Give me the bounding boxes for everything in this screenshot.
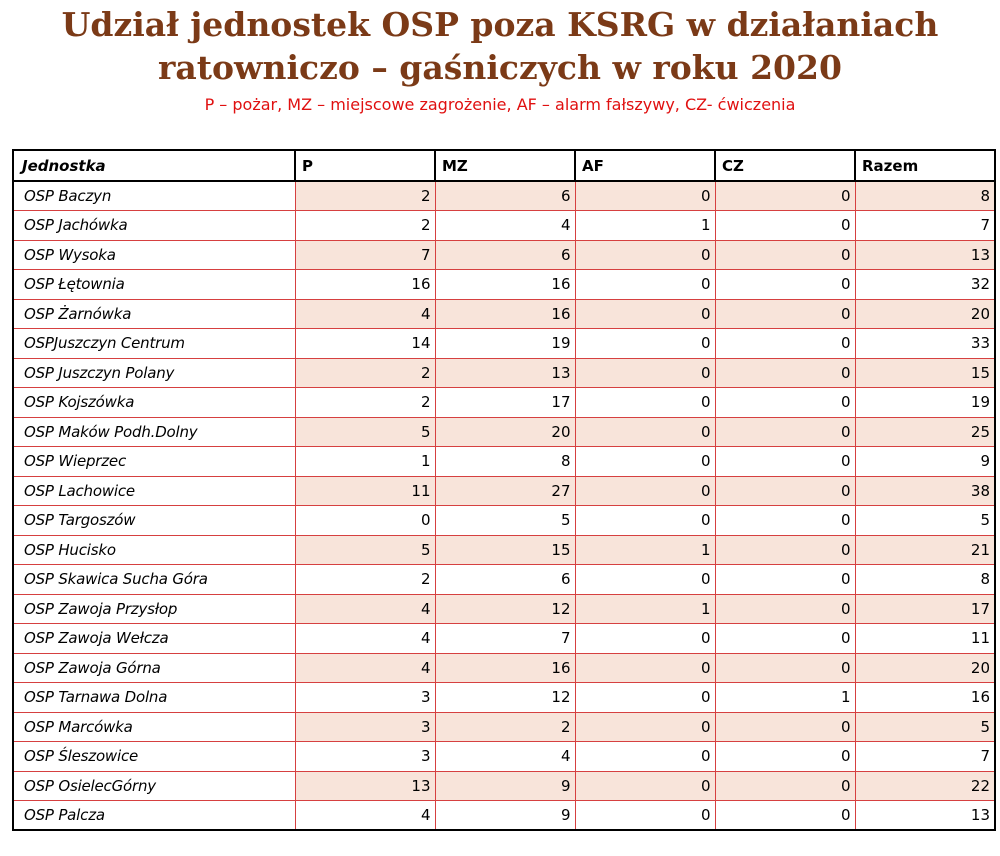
table-row [13, 535, 995, 565]
table-row [13, 181, 995, 211]
cell-p: 16 [295, 270, 435, 300]
cell-cz: 0 [715, 653, 855, 683]
cell-mz: 2 [435, 712, 575, 742]
table-row [13, 712, 995, 742]
cell-mz: 19 [435, 329, 575, 359]
cell-p: 5 [295, 535, 435, 565]
cell-cz: 0 [715, 742, 855, 772]
cell-razem: 5 [855, 712, 995, 742]
cell-jednostka: OSP Żarnówka [13, 299, 295, 329]
cell-cz: 0 [715, 506, 855, 536]
cell-jednostka: OSP Zawoja Przysłop [13, 594, 295, 624]
cell-jednostka: OSP Łętownia [13, 270, 295, 300]
cell-razem: 16 [855, 683, 995, 713]
table-row [13, 771, 995, 801]
cell-razem: 9 [855, 447, 995, 477]
cell-p: 3 [295, 742, 435, 772]
cell-p: 4 [295, 801, 435, 831]
cell-jednostka: OSP Hucisko [13, 535, 295, 565]
cell-cz: 0 [715, 240, 855, 270]
cell-jednostka: OSP Zawoja Wełcza [13, 624, 295, 654]
cell-mz: 8 [435, 447, 575, 477]
header-mz: MZ [435, 150, 575, 181]
cell-cz: 1 [715, 683, 855, 713]
cell-mz: 15 [435, 535, 575, 565]
cell-p: 3 [295, 683, 435, 713]
cell-p: 0 [295, 506, 435, 536]
cell-cz: 0 [715, 624, 855, 654]
cell-af: 0 [575, 447, 715, 477]
cell-mz: 9 [435, 771, 575, 801]
cell-mz: 16 [435, 299, 575, 329]
cell-jednostka: OSP Zawoja Górna [13, 653, 295, 683]
cell-mz: 12 [435, 594, 575, 624]
cell-cz: 0 [715, 565, 855, 595]
cell-p: 5 [295, 417, 435, 447]
cell-cz: 0 [715, 388, 855, 418]
cell-p: 14 [295, 329, 435, 359]
cell-jednostka: OSP Palcza [13, 801, 295, 831]
cell-razem: 5 [855, 506, 995, 536]
cell-p: 4 [295, 594, 435, 624]
cell-p: 2 [295, 565, 435, 595]
cell-p: 7 [295, 240, 435, 270]
cell-af: 0 [575, 565, 715, 595]
cell-af: 0 [575, 270, 715, 300]
cell-mz: 12 [435, 683, 575, 713]
cell-mz: 27 [435, 476, 575, 506]
cell-jednostka: OSP OsielecGórny [13, 771, 295, 801]
cell-af: 0 [575, 801, 715, 831]
cell-af: 0 [575, 388, 715, 418]
cell-jednostka: OSP Jachówka [13, 211, 295, 241]
cell-cz: 0 [715, 211, 855, 241]
header-jednostka: Jednostka [13, 150, 295, 181]
table-row [13, 388, 995, 418]
cell-jednostka: OSP Skawica Sucha Góra [13, 565, 295, 595]
cell-mz: 7 [435, 624, 575, 654]
cell-mz: 16 [435, 653, 575, 683]
cell-mz: 6 [435, 240, 575, 270]
header-p: P [295, 150, 435, 181]
title-line-1: Udział jednostek OSP poza KSRG w działaniach [61, 5, 939, 44]
cell-jednostka: OSP Maków Podh.Dolny [13, 417, 295, 447]
legend-text: P – pożar, MZ – miejscowe zagrożenie, AF – alarm fałszywy, CZ- ćwiczenia [204, 95, 796, 114]
cell-cz: 0 [715, 299, 855, 329]
cell-af: 0 [575, 742, 715, 772]
cell-af: 0 [575, 712, 715, 742]
cell-cz: 0 [715, 771, 855, 801]
cell-mz: 4 [435, 211, 575, 241]
cell-razem: 7 [855, 211, 995, 241]
table-row [13, 417, 995, 447]
cell-af: 1 [575, 594, 715, 624]
cell-razem: 25 [855, 417, 995, 447]
cell-razem: 33 [855, 329, 995, 359]
cell-af: 0 [575, 683, 715, 713]
table-row [13, 624, 995, 654]
cell-af: 0 [575, 358, 715, 388]
table-row [13, 476, 995, 506]
cell-af: 0 [575, 771, 715, 801]
cell-mz: 5 [435, 506, 575, 536]
cell-cz: 0 [715, 417, 855, 447]
table-body [13, 181, 995, 830]
cell-razem: 13 [855, 801, 995, 831]
cell-jednostka: OSP Tarnawa Dolna [13, 683, 295, 713]
cell-jednostka: OSP Lachowice [13, 476, 295, 506]
cell-mz: 4 [435, 742, 575, 772]
table-row [13, 240, 995, 270]
cell-mz: 9 [435, 801, 575, 831]
cell-af: 0 [575, 506, 715, 536]
table-row [13, 683, 995, 713]
cell-razem: 22 [855, 771, 995, 801]
cell-p: 13 [295, 771, 435, 801]
cell-razem: 19 [855, 388, 995, 418]
cell-jednostka: OSP Kojszówka [13, 388, 295, 418]
cell-mz: 13 [435, 358, 575, 388]
table-row [13, 358, 995, 388]
table-row [13, 299, 995, 329]
cell-cz: 0 [715, 476, 855, 506]
cell-af: 0 [575, 417, 715, 447]
cell-af: 0 [575, 329, 715, 359]
cell-af: 0 [575, 181, 715, 211]
cell-mz: 16 [435, 270, 575, 300]
cell-razem: 32 [855, 270, 995, 300]
cell-cz: 0 [715, 535, 855, 565]
title-line-2: ratowniczo – gaśniczych w roku 2020 [158, 48, 842, 87]
cell-razem: 15 [855, 358, 995, 388]
cell-razem: 13 [855, 240, 995, 270]
table-row [13, 594, 995, 624]
cell-af: 1 [575, 535, 715, 565]
cell-af: 0 [575, 240, 715, 270]
cell-jednostka: OSP Wysoka [13, 240, 295, 270]
cell-razem: 8 [855, 181, 995, 211]
table-row [13, 653, 995, 683]
cell-razem: 38 [855, 476, 995, 506]
table-header-row [13, 150, 995, 181]
cell-jednostka: OSP Targoszów [13, 506, 295, 536]
table-row [13, 270, 995, 300]
cell-af: 0 [575, 624, 715, 654]
table-row [13, 742, 995, 772]
header-af: AF [575, 150, 715, 181]
cell-p: 2 [295, 388, 435, 418]
cell-cz: 0 [715, 801, 855, 831]
cell-razem: 8 [855, 565, 995, 595]
cell-jednostka: OSP Baczyn [13, 181, 295, 211]
cell-cz: 0 [715, 712, 855, 742]
cell-cz: 0 [715, 329, 855, 359]
cell-jednostka: OSP Wieprzec [13, 447, 295, 477]
cell-razem: 11 [855, 624, 995, 654]
header-cz: CZ [715, 150, 855, 181]
cell-p: 1 [295, 447, 435, 477]
cell-af: 0 [575, 299, 715, 329]
cell-razem: 20 [855, 299, 995, 329]
cell-p: 2 [295, 181, 435, 211]
osp-table [12, 149, 996, 831]
cell-jednostka: OSP Marcówka [13, 712, 295, 742]
cell-p: 4 [295, 299, 435, 329]
cell-p: 2 [295, 211, 435, 241]
cell-mz: 20 [435, 417, 575, 447]
cell-cz: 0 [715, 594, 855, 624]
table-row [13, 211, 995, 241]
cell-razem: 17 [855, 594, 995, 624]
cell-cz: 0 [715, 358, 855, 388]
cell-cz: 0 [715, 270, 855, 300]
cell-mz: 6 [435, 181, 575, 211]
cell-p: 3 [295, 712, 435, 742]
header-razem: Razem [855, 150, 995, 181]
cell-p: 4 [295, 653, 435, 683]
cell-p: 11 [295, 476, 435, 506]
table-row [13, 447, 995, 477]
cell-cz: 0 [715, 447, 855, 477]
table-row [13, 565, 995, 595]
cell-cz: 0 [715, 181, 855, 211]
table-row [13, 506, 995, 536]
cell-af: 0 [575, 653, 715, 683]
cell-af: 1 [575, 211, 715, 241]
cell-mz: 6 [435, 565, 575, 595]
cell-mz: 17 [435, 388, 575, 418]
cell-jednostka: OSP Juszczyn Polany [13, 358, 295, 388]
cell-razem: 7 [855, 742, 995, 772]
cell-jednostka: OSPJuszczyn Centrum [13, 329, 295, 359]
cell-af: 0 [575, 476, 715, 506]
cell-razem: 20 [855, 653, 995, 683]
table-row [13, 801, 995, 831]
cell-jednostka: OSP Śleszowice [13, 742, 295, 772]
cell-p: 2 [295, 358, 435, 388]
cell-p: 4 [295, 624, 435, 654]
table-row [13, 329, 995, 359]
cell-razem: 21 [855, 535, 995, 565]
